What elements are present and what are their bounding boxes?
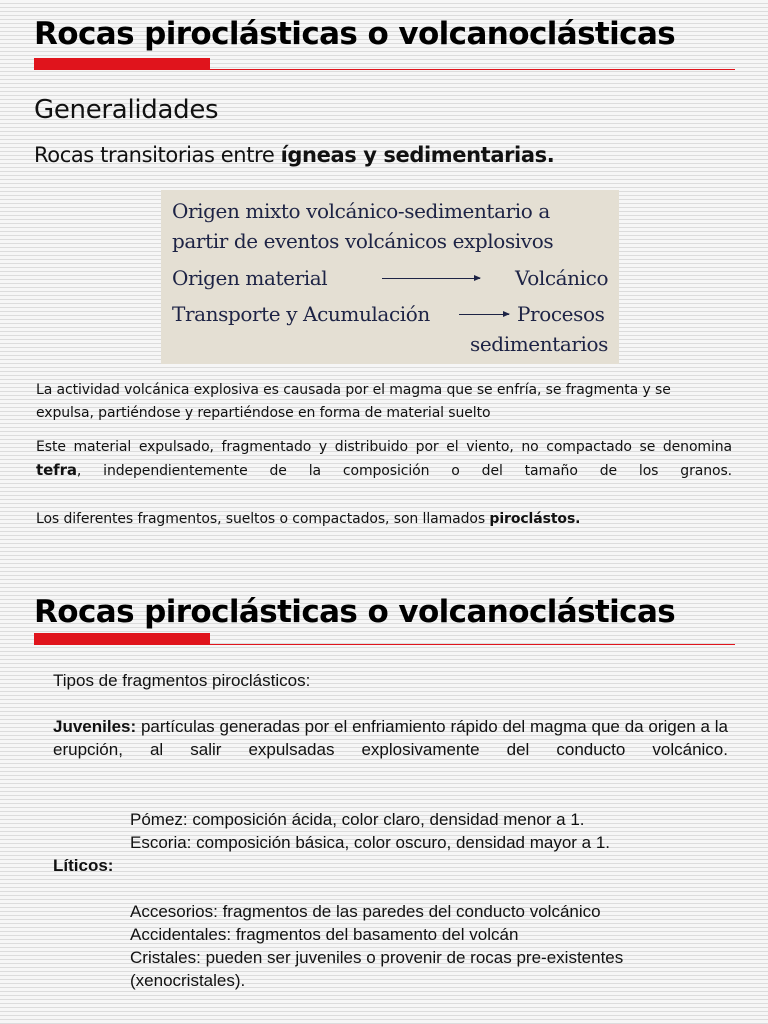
box-origen-value: Volcánico [515,266,609,290]
title-underline-thin [210,69,735,70]
list-item-cristales: Cristales: pueden ser juveniles o provenir de rocas pre-existentes [130,948,624,967]
title-underline-thin [210,644,735,645]
intro-tipos: Tipos de fragmentos piroclásticos: [53,671,311,690]
box-transporte-label: Transporte y Acumulación [172,302,430,326]
list-item-accesorios: Accesorios: fragmentos de las paredes del conducto volcánico [130,902,601,921]
list-item-escoria: Escoria: composición básica, color oscuro, densidad mayor a 1. [130,833,611,852]
title-underline-red [34,58,210,70]
slide-2 [0,580,768,1024]
arrow-right-icon [382,278,480,279]
arrow-right-icon [459,314,509,315]
origin-summary-image [161,190,619,364]
paragraph-piroclastos: Los diferentes fragmentos, sueltos o compactados, son llamados piroclástos. [36,511,581,527]
subtitle-generalidades: Generalidades [34,95,219,125]
list-item-cristales-cont: (xenocristales). [130,971,246,990]
box-transporte-value-2: sedimentarios [470,332,609,356]
box-line-1: Origen mixto volcánico-sedimentario a [172,199,550,223]
list-item-pomez: Pómez: composición ácida, color claro, densidad menor a 1. [130,810,585,829]
slide-2-title: Rocas piroclásticas o volcanoclásticas [34,594,676,630]
lead-text: Rocas transitorias entre ígneas y sedimentarias. [34,143,555,167]
title-underline-red [34,633,210,645]
box-origen-label: Origen material [172,266,328,290]
box-transporte-value-1: Procesos [517,302,605,326]
slide-1-title: Rocas piroclásticas o volcanoclásticas [34,16,676,52]
paragraph-tefra: Este material expulsado, fragmentado y distribuido por el viento, no compactado se denomina tefra, independientemente de la composición o del tamaño de los granos. [36,439,732,479]
box-line-2: partir de eventos volcánicos explosivos [172,229,554,253]
paragraph-actividad-volcanica: La actividad volcánica explosiva es causada por el magma que se enfría, se fragmenta y se expulsa, partiéndose y repartiéndose en forma de material suelto [36,382,671,421]
paragraph-juveniles: Juveniles: partículas generadas por el enfriamiento rápido del magma que da origen a la erupción, al salir expulsadas explosivamente del conducto volcánico. [53,717,728,759]
list-item-accidentales: Accidentales: fragmentos del basamento del volcán [130,925,519,944]
heading-liticos: Líticos: [53,856,114,875]
